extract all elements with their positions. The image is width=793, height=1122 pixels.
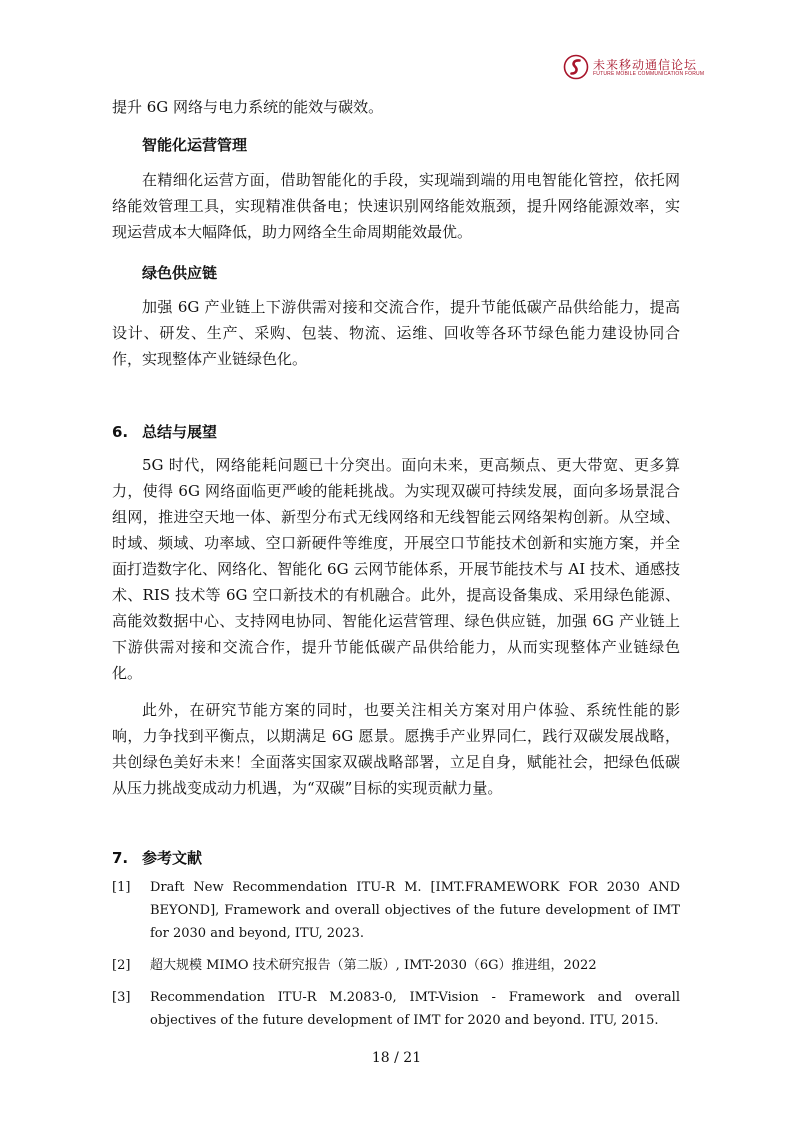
reference-text: Draft New Recommendation ITU-R M. [IMT.FRAMEWORK FOR 2030 AND BEYOND], Framework and overall objectives of the future development of IMT for 2030 and beyond, ITU, 2023. (150, 880, 680, 941)
reference-number: [3] (112, 990, 131, 1005)
heading-intelligent-operations: 智能化运营管理 (142, 136, 248, 154)
logo-english-text: FUTURE MOBILE COMMUNICATION FORUM (593, 71, 705, 77)
forum-logo-icon (563, 54, 589, 80)
logo-chinese-text: 未来移动通信论坛 (593, 58, 698, 72)
section-title: 参考文献 (142, 849, 203, 867)
reference-text: 超大规模 MIMO 技术研究报告（第二版）, IMT-2030（6G）推进组，2022 (150, 958, 597, 973)
section-heading-summary (112, 421, 217, 442)
paragraph-green-supply-chain (112, 294, 680, 372)
paragraph-text: 在精细化运营方面，借助智能化的手段，实现端到端的用电智能化管控，依托网络能效管理工具，实现精准供备电；快速识别网络能效瓶颈，提升网络能源效率，实现运营成本大幅降低，助力网络全生命周期能效最优。 (112, 171, 680, 241)
heading-green-supply-chain: 绿色供应链 (142, 264, 218, 282)
reference-number: [2] (112, 958, 131, 973)
forum-logo (563, 54, 703, 86)
paragraph-text: 加强 6G 产业链上下游供需对接和交流合作，提升节能低碳产品供给能力，提高设计、研发、生产、采购、包装、物流、运维、回收等各环节绿色能力建设协同合作，实现整体产业链绿色化。 (112, 298, 680, 368)
section-number: 7. (112, 849, 129, 867)
paragraph-text: 此外，在研究节能方案的同时，也要关注相关方案对用户体验、系统性能的影响，力争找到平衡点，以期满足 6G 愿景。愿携手产业界同仁，践行双碳发展战略，共创绿色美好未来！全面落实国家双碳战略部署，立足自身，赋能社会，把绿色低碳从压力挑战变成动力机遇，为“双碳”目标的实现贡献力量。 (112, 701, 680, 797)
reference-number: [1] (112, 880, 131, 895)
continuation-line: 提升 6G 网络与电力系统的能效与碳效。 (112, 98, 384, 116)
page-number: 18 / 21 (371, 1050, 422, 1066)
paragraph-summary-2 (112, 697, 680, 801)
section-title: 总结与展望 (142, 423, 218, 441)
section-number: 6. (112, 423, 129, 441)
paragraph-summary-1 (112, 452, 680, 686)
paragraph-text: 5G 时代，网络能耗问题已十分突出。面向未来，更高频点、更大带宽、更多算力，使得 6G 网络面临更严峻的能耗挑战。为实现双碳可持续发展，面向多场景混合组网，推进空天地一体、新型分布式无线网络和无线智能云网络架构创新。从空域、时域、频域、功率域、空口新硬件等维度，开展空口节能技术创新和实施方案，并全面打造数字化、网络化、智能化 6G 云网节能体系，开展节能技术与 AI 技术、通感技术、RIS 技术等 6G 空口新技术的有机融合。此外，提高设备集成、采用绿色能源、高能效数据中心、支持网电协同、智能化运营管理、绿色供应链，加强 6G 产业链上下游供需对接和交流合作，提升节能低碳产品供给能力，从而实现整体产业链绿色化。 (112, 456, 680, 682)
reference-text: Recommendation ITU-R M.2083-0, IMT-Vision - Framework and overall objectives of the future development of IMT for 2020 and beyond. ITU, 2015. (150, 990, 680, 1028)
section-heading-references (112, 847, 202, 868)
paragraph-intelligent-operations (112, 167, 680, 245)
